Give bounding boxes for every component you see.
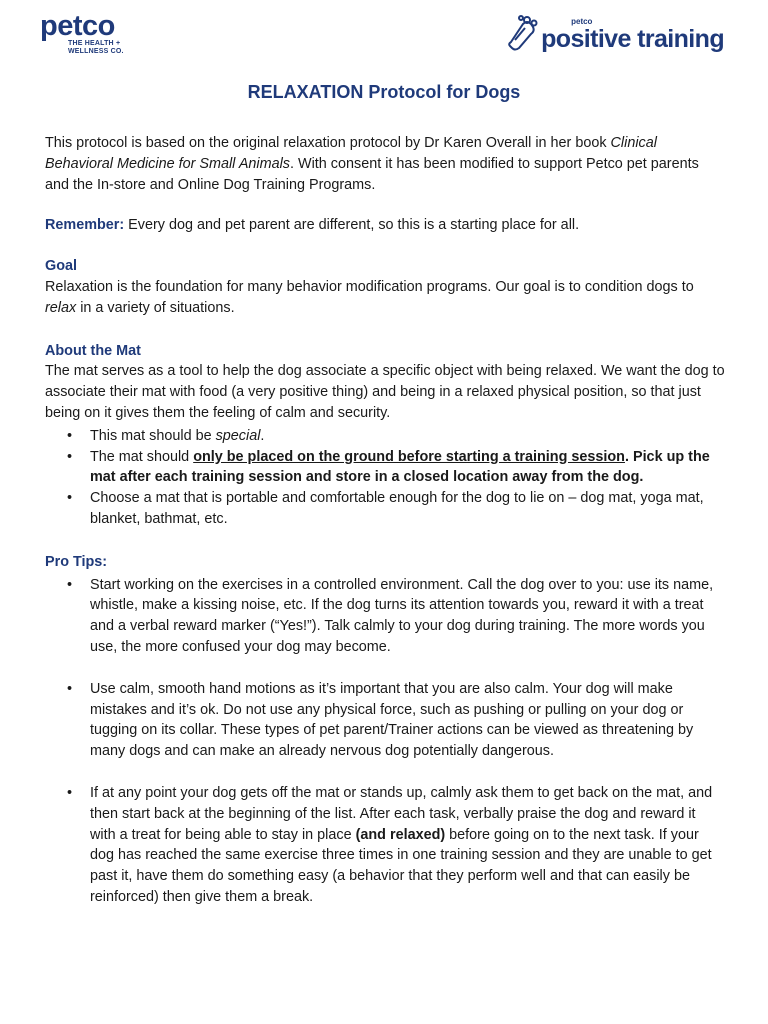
mat-bullet-1-text-a: This mat should be — [90, 427, 216, 444]
document-title: RELAXATION Protocol for Dogs — [247, 82, 521, 102]
mat-paragraph: The mat serves as a tool to help the dog associate a specific object with being relaxed. We want the dog to associate their mat with food (a very positive thing) and being in a relaxed physical position, so that just being on it gives them the feeling of calm and security. — [45, 363, 725, 421]
goal-emphasis: relax — [45, 299, 77, 316]
goal-text-2: in a variety of situations. — [76, 299, 235, 316]
intro-text-1: This protocol is based on the original relaxation protocol by Dr Karen Overall in her book — [45, 135, 611, 151]
document-body — [45, 133, 725, 908]
remember-label: Remember: — [45, 217, 125, 234]
intro-text-2: . With consent it has been modified to support Petco pet parents and the In-store and Online Dog Training Programs. — [45, 155, 699, 193]
page-header — [0, 0, 768, 70]
intro-book-title: Clinical Behavioral Medicine for Small Animals — [45, 135, 657, 172]
pro-tips-heading — [45, 552, 725, 573]
list-item — [90, 426, 725, 447]
tip-3-bold: (and relaxed) — [355, 826, 446, 843]
goal-paragraph — [45, 277, 725, 319]
pro-tips-list — [45, 575, 725, 908]
list-item — [90, 447, 725, 489]
mat-heading — [45, 341, 725, 362]
positive-training-logo — [505, 14, 724, 52]
tip-3-text-a: If at any point your dog gets off the mat or stands up, calmly ask them to get back on the mat, and then start back at the beginning of the list. After each task, verbally praise the dog and reward it with a treat for being able to stay in place — [90, 784, 713, 843]
mat-bullet-2-underlined: only be placed on the ground before starting a training session — [193, 448, 625, 465]
positive-training-logo-small: petco — [571, 17, 593, 26]
petco-logo-word: petco — [40, 10, 115, 42]
list-item: • Choose a mat that is portable and comfortable enough for the dog to lie on – dog mat, yoga mat, blanket, bathmat, etc. — [90, 488, 725, 530]
remember-text: Every dog and pet parent are different, so this is a starting place for all. — [124, 217, 580, 234]
mat-bullet-2-text-a: The mat should — [90, 448, 194, 465]
goal-heading-text: Goal — [45, 258, 77, 275]
pro-tips-heading-text: Pro Tips: — [45, 553, 108, 570]
petco-logo-tagline-1: THE HEALTH + — [68, 40, 121, 47]
goal-heading — [45, 256, 725, 277]
petco-logo-tagline-2: WELLNESS CO. — [68, 48, 124, 55]
tip-3-text-b: before going on to the next task. If your dog has reached the same exercise three times in one training session and they are unable to get past it, have them do something easy (a behavior that they perform well and that can easily be reinforced) then give them a break. — [90, 826, 712, 905]
mat-bullet-1-emphasis: special — [215, 427, 261, 444]
mat-bullet-2-text-b: . Pick up the mat after each training session and store in a closed location away from the dog. — [90, 448, 710, 486]
intro-paragraph — [45, 133, 725, 195]
list-item: • Use calm, smooth hand motions as it’s important that you are also calm. Your dog will make mistakes and it’s ok. Do not use any physical force, such as pushing or pulling on your dog or tugging on its collar. These types of pet parent/Trainer actions can be viewed as threatening by many dogs and can make an already nervous dog potentially dangerous. — [90, 679, 725, 762]
dog-mat-icon — [505, 14, 539, 52]
list-item: • Start working on the exercises in a controlled environment. Call the dog over to you: use its name, whistle, make a kissing noise, etc. If the dog turns its attention towards you, reward it with a treat and a verbal reward marker (“Yes!”). Talk calmly to your dog during training. The more words you use, the more confused your dog may become. — [90, 575, 725, 658]
mat-heading-text: About the Mat — [45, 342, 141, 359]
positive-training-logo-big: positive training — [541, 25, 724, 53]
remember-paragraph — [45, 215, 725, 236]
mat-list — [45, 426, 725, 530]
goal-text-1: Relaxation is the foundation for many behavior modification programs. Our goal is to condition dogs to — [45, 278, 694, 295]
list-item — [90, 783, 725, 908]
mat-bullet-1-text-b: . — [260, 427, 265, 444]
petco-logo — [40, 12, 124, 56]
